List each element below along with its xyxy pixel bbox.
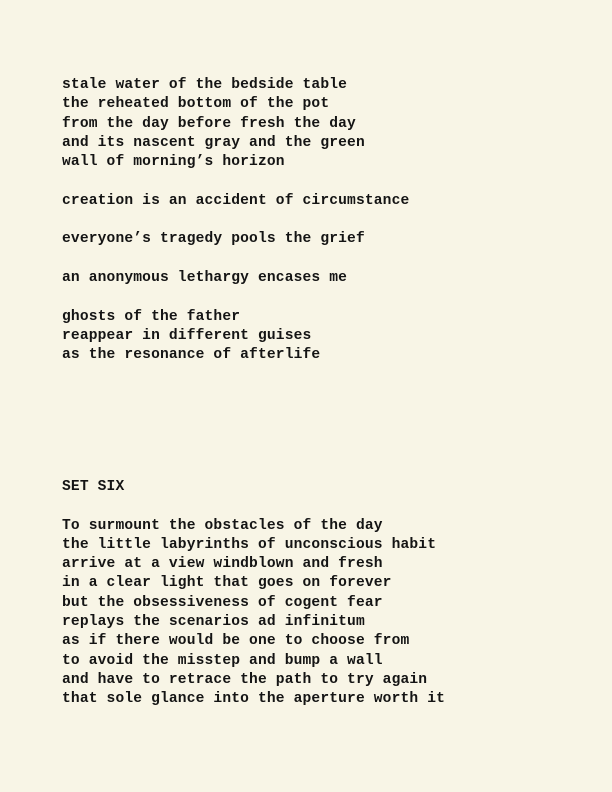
poem-line: to avoid the misstep and bump a wall (62, 652, 383, 669)
poem-line: arrive at a view windblown and fresh (62, 556, 383, 573)
poem-line: the reheated bottom of the pot (62, 96, 330, 113)
poem-line: as the resonance of afterlife (62, 347, 321, 364)
poem-line: from the day before fresh the day (62, 115, 356, 132)
poem-line: that sole glance into the aperture worth it (62, 691, 446, 708)
poem-line: wall of morning’s horizon (62, 154, 285, 171)
set-six-section (62, 478, 602, 710)
stanza-break (62, 288, 602, 307)
stanza-break (62, 250, 602, 269)
stanza-break (62, 497, 602, 516)
poem-line: reappear in different guises (62, 327, 312, 344)
poem-line: and have to retrace the path to try again (62, 671, 428, 688)
poem-line: stale water of the bedside table (62, 77, 348, 93)
poem-line: but the obsessiveness of cogent fear (62, 594, 383, 611)
poem-line: in a clear light that goes on forever (62, 575, 392, 592)
poem-line: everyone’s tragedy pools the grief (62, 231, 365, 248)
poem-line: and its nascent gray and the green (62, 134, 365, 151)
poem-line: as if there would be one to choose from (62, 633, 410, 650)
poem-line: creation is an accident of circumstance (62, 192, 410, 209)
poem-line: To surmount the obstacles of the day (62, 517, 383, 534)
section-heading: SET SIX (62, 479, 125, 495)
poem-line: ghosts of the father (62, 308, 241, 325)
poem-line: the little labyrinths of unconscious habit (62, 536, 437, 553)
poem-line: replays the scenarios ad infinitum (62, 614, 365, 631)
stanza-break (62, 172, 602, 191)
poem-continuation (62, 76, 602, 365)
poem-line: an anonymous lethargy encases me (62, 269, 348, 286)
stanza-break (62, 211, 602, 230)
